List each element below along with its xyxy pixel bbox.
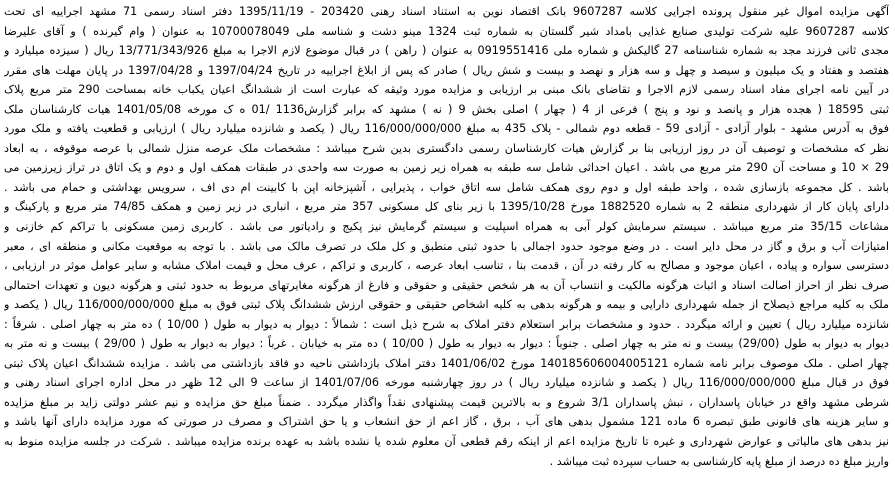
notice-line-16: ملک به کلیه مراجع ذیصلاح از جمله شهرداری دارایی و بیمه و هرگونه بدهی به کلیه اشخاص حقیقی و حقوقی ارزش ششدانگ پلاک ثبتی فوق به مبلغ 116/000/000/000 ریال ( یکصد و xyxy=(4,298,889,312)
notice-line-22: و سایر هزینه های قانونی طبق تبصره 6 ماده 121 مشمول بدهی های آب ، برق ، گاز اعم از حق انشعاب و یا حق اشتراک و مصرف در صورتی که مورد مزایده دارای آنها باشد و xyxy=(4,415,889,429)
notice-line-11: دارای پایان کار از شهرداری منطقه 2 به شماره 1882520 مورخ 1395/10/28 با زیر بنای کل مسکونی 357 متر مربع ، انباری در زیر زمین و همکف 74/85 متر مربع و پارکینگ و xyxy=(4,200,889,214)
notice-line-12: مشاعات 35/15 متر مربع میباشد . سیستم سرمایش کولر آبی به همراه اسپلیت و سیستم گرمایش نیز پکیج و رادیاتور می باشد . کاربری زمین مسکونی با تراکم کم خازنی و xyxy=(4,220,889,234)
notice-line-19: چهار اصلی . ملک موصوف برابر نامه شماره 140185606004005121 مورخ 1401/06/02 دفتر املاک بازداشتی ناحیه دو فاقد بازداشتی می باشد . مزایده ششدانگ اعیان پلاک ثبتی xyxy=(4,356,889,370)
notice-line-14: دسترسی سواره و پیاده ، اعیان موجود و مصالح به کار رفته در آن ، قدمت بنا ، تناسب ابعاد عرصه ، کاربری و تراکم ، عرف محل و قیمت املاک مشابه و سایر عوامل موثر در ارزیابی ، xyxy=(4,259,889,273)
notice-line-18: دیوار به دیوار به طول (29/00) بیست و نه متر به چهار اصلی . جنوباً : دیوار به دیوار به طول ( 10/00 ) ده متر به خیابان . غرباً : دیوار به دیوار به طول ( 29/00 ) بیست و نه متر به xyxy=(4,337,889,351)
notice-line-3: مجدی ثانی فرزند مجد به شماره شناسنامه 27 گالیکش و شماره ملی 0919551416 به عنوان ( راهن ) در قبال موضوع لازم الاجرا به مبلغ 13/771/343/926 ریال ( سیزده میلیارد و xyxy=(4,44,889,58)
notice-line-23: نیز بدهی های مالیاتی و عوارض شهرداری و غیره تا تاریخ مزایده اعم از اینکه رقم قطعی آن معلوم شده یا نشده باشد به عهده برنده مزایده میباشد . شرکت در جلسه مزایده منوط به xyxy=(4,435,889,449)
notice-line-7: فوق به آدرس مشهد - بلوار آزادی - آزادی 59 - قطعه دوم شمالی - پلاک 435 به مبلغ 116/000/000/000 ریال ( یکصد و شانزده میلیارد ریال ) ارزیابی و قطعیت یافته و ملک مورد xyxy=(4,122,889,136)
notice-line-8: نظر که مشخصات و توصیف آن در روز ارزیابی بنا بر گزارش هیات کارشناسان رسمی دادگستری بدین شرح میباشد : مشخصات ملک عرصه منزل شمالی با عرصه موقوفه ، به ابعاد xyxy=(4,141,889,155)
notice-line-9: 29 × 10 و مساحت آن 290 متر مربع می باشد . اعیان احداثی شامل سه طبقه به همراه زیر زمین به صورت سه واحدی در طبقات همکف اول و دوم و یک اتاق در تراز زیرزمین می xyxy=(4,161,889,175)
notice-line-21: شرطی مشهد واقع در خیابان پاسداران ، نبش پاسداران 3/1 شروع و به بالاترین قیمت پیشنهادی نقداً واگذار میگردد . ضمناً مبلغ حق مزایده و نیم عشر دولتی زاید بر مبلغ مزایده xyxy=(4,395,889,409)
notice-line-20: فوق در قبال مبلغ 116/000/000/000 ریال ( یکصد و شانزده میلیارد ریال ) در روز چهارشنبه مورخه 1401/07/06 از ساعت 9 الی 12 ظهر در محل اداره اجرای اسناد رهنی و xyxy=(4,376,889,390)
notice-line-2: کلاسه 9607287 علیه شرکت تولیدی صنایع غذایی بامداد شیر گلستان به شماره ثبت 1324 مینو دشت و شناسه ملی 10700078049 به عنوان ( وام گیرنده ) و آقای علیرضا xyxy=(4,24,889,38)
notice-line-13: امتیازات آب و برق و گاز در محل دایر است . در وضع موجود حدود اجمالی با حدود ثبتی منطبق و کل ملک در تصرف مالک می باشد . با توجه به موقعیت مکانی و منطقه ای ، معبر xyxy=(4,239,889,253)
notice-line-15: صرف نظر از احراز اصالت اسناد و اثبات هرگونه مالکیت و انتساب آن به هر شخص حقیقی و حقوقی و فارغ از هرگونه مغایرتهای مربوط به حدود ثبتی و هرگونه دیون و تعهدات احتمالی xyxy=(4,278,889,292)
notice-line-1: آگهی مزایده اموال غیر منقول پرونده اجرایی کلاسه 9607287 بانک اقتصاد نوین به استناد اسناد رهنی 203420 - 1395/11/19 دفتر اسناد رسمی 71 مشهد اجراییه ای تحت xyxy=(4,5,889,18)
notice-line-17: شانزده میلیارد ریال ) تعیین و ارائه میگردد . حدود و مشخصات برابر استعلام دفتر املاک به شرح ذیل است : شمالاً : دیوار به دیوار به طول ( 10/00 ) ده متر به چهار اصلی . شرقاً : xyxy=(4,317,889,331)
notice-line-10: باشد . کل مجموعه بازسازی شده ، واحد طبقه اول و دوم روی همکف شامل سه اتاق خواب ، پذیرایی ، آشپزخانه اپن با کابینت ام دی اف ، سرویس بهداشتی و حمام می باشد . xyxy=(4,180,889,194)
notice-line-6: ثبتی 18595 ( هجده هزار و پانصد و نود و پنج ) فرعی از 4 ( چهار ) اصلی بخش 9 ( نه ) مشهد که برابر گزارش1136 /01 ه ک مورخه 1401/05/08 هیات کارشناسان ملک xyxy=(4,102,889,116)
notice-line-24: واریز مبلغ ده درصد از مبلغ پایه کارشناسی به حساب سپرده ثبت میباشد . xyxy=(549,454,889,468)
auction-notice xyxy=(4,2,889,489)
notice-line-5: در آیین نامه اجرای مفاد اسناد رسمی لازم الاجرا و تقاضای بانک مبنی بر ارزیابی و مزایده مورد وثیقه که عبارت است از ششدانگ اعیان یکباب خانه بمساحت 290 متر مربع پلاک xyxy=(4,83,889,97)
notice-line-4: هفتصد و هفتاد و یک میلیون و سیصد و چهل و سه هزار و نهصد و بیست و شش ریال ) صادر که پس از ابلاغ اجراییه در تاریخ 1397/04/24 و 1397/04/28 در پایان مهلت های مقرر xyxy=(4,63,889,77)
